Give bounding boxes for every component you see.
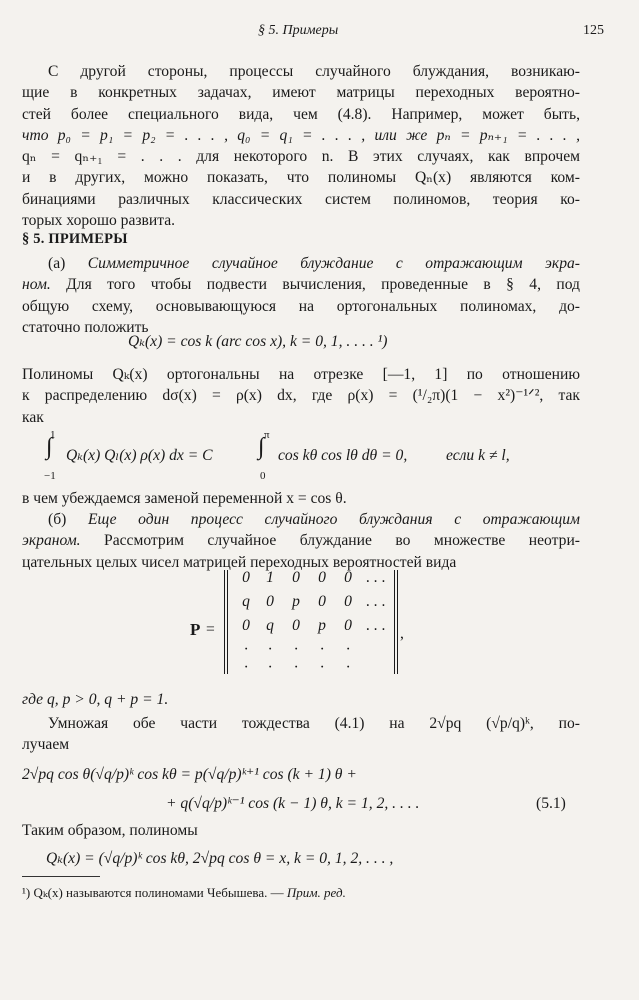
- matrix-cell: ·: [320, 659, 324, 676]
- matrix-cell: 0: [242, 617, 250, 634]
- example-a-line: [22, 274, 580, 295]
- matrix-cell: ·: [244, 659, 248, 676]
- multiply-paragraph: [22, 713, 580, 756]
- integral-sign: ∫: [258, 434, 265, 460]
- page-number: 125: [583, 23, 604, 38]
- matrix-cell: 0: [318, 593, 326, 610]
- matrix-cell: . . .: [366, 569, 386, 586]
- example-b-label: (б): [48, 511, 67, 528]
- matrix-cell: 0: [318, 569, 326, 586]
- integral-sign: ∫: [46, 434, 53, 460]
- example-b-line: цательных целых чисел матрицей переходных вероятностей вида: [22, 553, 457, 571]
- matrix-cell: 0: [344, 569, 352, 586]
- matrix-cell: 0: [292, 569, 300, 586]
- integral-upper-limit: 1: [50, 429, 56, 441]
- intro-line: бинациями различных классических систем полиномов, теория ко-: [22, 190, 580, 208]
- orthogonality-line: как: [22, 408, 44, 426]
- integral-body: cos kθ cos lθ dθ = 0,: [278, 447, 408, 464]
- intro-line: и в других, можно показать, что полиномы Qₙ(x) являются ком-: [22, 169, 580, 187]
- matrix-cell: ·: [244, 641, 248, 658]
- example-b-title: Еще один процесс случайного блуждания с отражающим: [87, 511, 581, 528]
- example-b-line: [22, 530, 580, 551]
- matrix-cell: p: [318, 617, 326, 634]
- example-a-title-line: [22, 253, 580, 274]
- intro-line: торых хорошо развита.: [22, 212, 176, 230]
- matrix-cell: 0: [266, 593, 274, 610]
- matrix-cell: 0: [344, 617, 352, 634]
- orthogonality-paragraph: [22, 364, 580, 428]
- integral-body: Qₖ(x) Qₗ(x) ρ(x) dx = C: [66, 447, 213, 464]
- example-b-title-end: экраном.: [22, 532, 81, 550]
- example-a-label: (а): [48, 255, 66, 272]
- matrix-left-bar: [224, 570, 228, 674]
- matrix-cell: ·: [346, 641, 350, 658]
- intro-paragraph: [22, 61, 580, 231]
- matrix-cell: p: [292, 593, 300, 610]
- equation-5-1-line-2: + q(√q/p)ᵏ⁻¹ cos (k − 1) θ, k = 1, 2, . . . .: [166, 795, 420, 812]
- matrix-cell: . . .: [366, 593, 386, 610]
- intro-line: что p₀ = p₁ = p₂ = . . . , q₀ = q₁ = . . . , или же pₙ = pₙ₊₁ = . . . ,: [22, 126, 580, 144]
- example-b-paragraph: [22, 509, 580, 573]
- matrix-cell: q: [266, 617, 274, 634]
- matrix-cell: 1: [266, 569, 274, 586]
- matrix-right-bar: [394, 570, 398, 674]
- footnote-editor: Прим. ред.: [286, 885, 346, 900]
- multiply-line: лучаем: [22, 736, 70, 754]
- footnote: [22, 882, 346, 903]
- footnote-rule: [22, 876, 100, 877]
- intro-line: стей более специального вида, чем (4.8). Например, может быть,: [22, 105, 580, 123]
- thus-line: Таким образом, полиномы: [22, 822, 198, 839]
- example-a-title-end: ном.: [22, 276, 51, 294]
- matrix-cell: 0: [292, 617, 300, 634]
- matrix-comma: ,: [400, 625, 404, 642]
- matrix-cell: ·: [320, 641, 324, 658]
- section-heading: § 5. ПРИМЕРЫ: [22, 231, 128, 247]
- matrix-cell: 0: [344, 593, 352, 610]
- multiply-line: Умножая обе части тождества (4.1) на 2√pq (√p/q)ᵏ, по-: [48, 715, 580, 732]
- footnote-marker: ¹): [22, 885, 31, 900]
- substitution-line: в чем убеждаемся заменой переменной x = cos θ.: [22, 490, 347, 507]
- matrix-cell: ·: [346, 659, 350, 676]
- where-line: где q, p > 0, q + p = 1.: [22, 691, 169, 708]
- orthogonality-line: к распределению dσ(x) = ρ(x) dx, где ρ(x) = (¹/₂π)(1 − x²)⁻¹ᐟ², так: [22, 387, 580, 405]
- example-a-paragraph: [22, 253, 580, 338]
- example-a-text: Для того чтобы подвести вычисления, проведенные в § 4, под: [66, 276, 580, 294]
- integral-upper-limit: π: [264, 429, 270, 441]
- integral-lower-limit: −1: [44, 470, 56, 482]
- intro-line: С другой стороны, процессы случайного блуждания, возникаю-: [48, 63, 580, 80]
- footnote-text: Qₖ(x) называются полиномами Чебышева. —: [33, 885, 284, 900]
- where-paragraph: [22, 689, 580, 710]
- matrix-cell: ·: [294, 641, 298, 658]
- equation-number: (5.1): [536, 795, 566, 812]
- integral-condition: если k ≠ l,: [446, 447, 510, 464]
- substitution-paragraph: [22, 488, 580, 509]
- matrix-cell: q: [242, 593, 250, 610]
- example-b-title-line: [22, 509, 580, 530]
- matrix-equals: =: [206, 621, 215, 638]
- example-b-text: Рассмотрим случайное блуждание во множестве неотри-: [104, 532, 580, 550]
- final-formula: Qₖ(x) = (√q/p)ᵏ cos kθ, 2√pq cos θ = x, k = 0, 1, 2, . . . ,: [46, 850, 394, 867]
- intro-line: щие в конкретных задачах, имеют матрицы переходных вероятно-: [22, 84, 580, 102]
- matrix-cell: 0: [242, 569, 250, 586]
- formula-qk: Qₖ(x) = cos k (arc cos x), k = 0, 1, . . . . ¹): [128, 333, 388, 350]
- equation-5-1-line-1: 2√pq cos θ(√q/p)ᵏ cos kθ = p(√q/p)ᵏ⁺¹ cos (k + 1) θ +: [22, 766, 357, 783]
- matrix-cell: ·: [268, 641, 272, 658]
- integral-lower-limit: 0: [260, 470, 266, 482]
- matrix-cell: ·: [268, 659, 272, 676]
- integral-formula: [42, 423, 582, 483]
- intro-line: qₙ = qₙ₊₁ = . . . для некоторого n. В этих случаях, как впрочем: [22, 148, 580, 166]
- example-a-line: статочно положить: [22, 318, 149, 336]
- example-a-title: Симметричное случайное блуждание с отражающим экра-: [87, 255, 580, 272]
- matrix-name: P: [190, 620, 201, 639]
- orthogonality-line: Полиномы Qₖ(x) ортогональны на отрезке [—1, 1] по отношению: [22, 366, 580, 383]
- matrix-cell: . . .: [366, 617, 386, 634]
- example-a-line: общую схему, основывающуюся на ортогональных полиномах, до-: [22, 297, 580, 315]
- matrix-cell: ·: [294, 659, 298, 676]
- running-header-section: § 5. Примеры: [258, 23, 339, 38]
